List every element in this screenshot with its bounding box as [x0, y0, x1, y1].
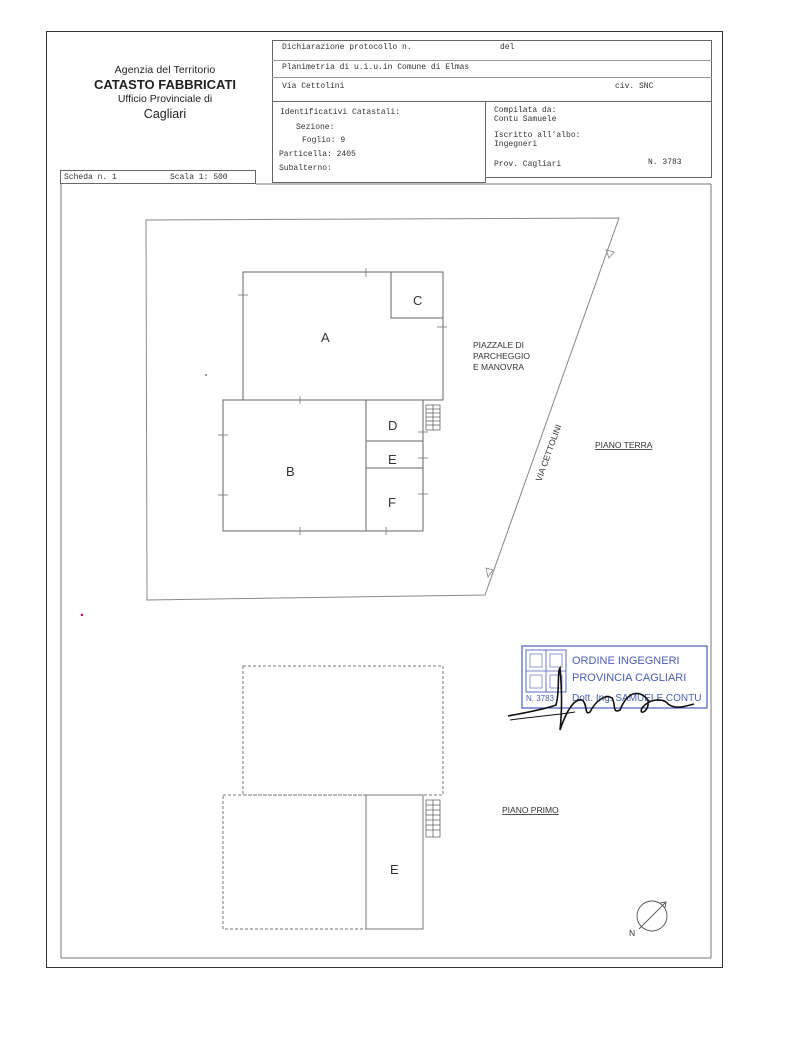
room-label-d: D — [388, 418, 398, 433]
piazzale-line-2: PARCHEGGIO — [473, 351, 530, 361]
stamp-line-3: Dott. Ing. SAMUELE CONTU — [572, 693, 702, 704]
via-label: Via Cettolini — [282, 82, 345, 91]
sezione-label: Sezione: — [296, 123, 335, 132]
piazzale-line-1: PIAZZALE DI — [473, 340, 525, 350]
piano-primo-label: PIANO PRIMO — [502, 805, 559, 815]
planimetria-label: Planimetria di u.i.u.in Comune di Elmas — [282, 63, 470, 72]
piazzale-line-3: E MANOVRA — [473, 362, 525, 372]
foglio-label: Foglio: 9 — [302, 136, 346, 145]
room-label-e: E — [388, 452, 397, 467]
agency-city: Cagliari — [143, 107, 187, 121]
albo-value: Ingegneri — [494, 140, 538, 149]
stairs-ground-floor — [426, 405, 440, 430]
room-label-e-first-floor: E — [390, 862, 399, 877]
via-cettolini-label: VIA CETTOLINI — [533, 423, 564, 483]
room-label-f: F — [388, 495, 396, 510]
agency-office: Ufficio Provinciale di — [117, 93, 213, 105]
stamp-line-1: ORDINE INGEGNERI — [572, 655, 680, 667]
drawing-dot — [205, 374, 207, 376]
room-label-a: A — [321, 330, 330, 345]
lot-boundary — [146, 218, 619, 600]
iscritto-label: Iscritto all'albo: — [494, 131, 581, 140]
drawing-dot — [81, 614, 83, 616]
compilata-label: Compilata da: — [494, 106, 557, 115]
compilatore-name: Contu Samuele — [494, 115, 557, 124]
particella-label: Particella: 2405 — [279, 150, 356, 159]
agency-name: Agenzia del Territorio — [114, 64, 216, 76]
provincia-label: Prov. Cagliari — [494, 160, 562, 169]
room-label-b: B — [286, 464, 295, 479]
civico-label: civ. SNC — [615, 82, 654, 91]
albo-number: N. 3783 — [648, 158, 682, 167]
del-label: del — [500, 43, 515, 52]
stamp-number: N. 3783 — [526, 694, 555, 703]
dichiarazione-label: Dichiarazione protocollo n. — [282, 43, 412, 52]
piano-terra-label: PIANO TERRA — [595, 440, 653, 450]
subalterno-label: Subalterno: — [279, 164, 332, 173]
scheda-label: Scheda n. 1 — [64, 173, 117, 182]
drawing-frame — [61, 184, 711, 958]
identificativi-label: Identificativi Catastali: — [280, 108, 401, 117]
agency-department: CATASTO FABBRICATI — [93, 77, 237, 92]
north-arrow-icon — [637, 901, 667, 931]
stairs-first-floor — [426, 800, 440, 837]
dimension-ticks — [218, 268, 447, 535]
room-label-c: C — [413, 293, 423, 308]
first-floor-building — [223, 666, 443, 929]
ground-floor-building — [223, 272, 443, 531]
north-label: N — [629, 928, 636, 938]
scala-label: Scala 1: 500 — [170, 173, 228, 182]
stamp-line-2: PROVINCIA CAGLIARI — [572, 672, 687, 684]
